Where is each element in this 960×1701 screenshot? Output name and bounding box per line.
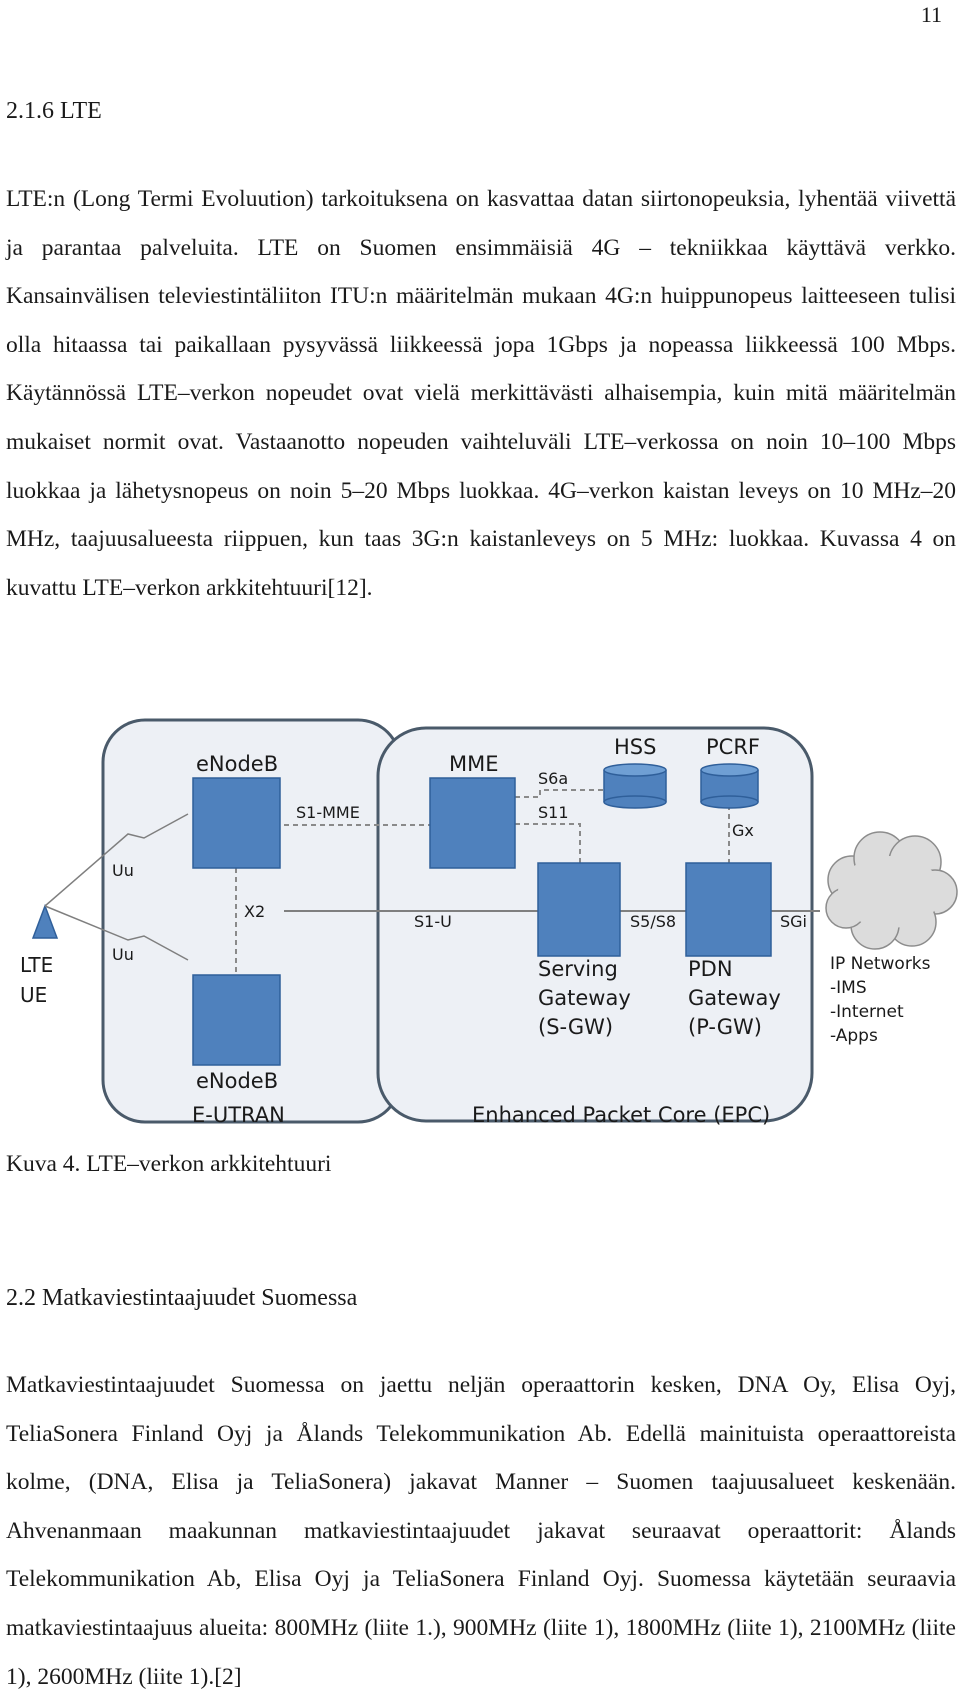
enodeb-top-box [193,778,280,868]
s6a-label: S6a [538,769,569,788]
hss-label: HSS [614,735,657,759]
pdn-gateway-box [686,863,771,956]
pcrf-database-icon [701,764,758,808]
figure-caption: Kuva 4. LTE–verkon arkkitehtuuri [6,1151,332,1177]
serving-gateway-box [538,863,620,956]
internet-label: -Internet [830,1002,904,1022]
ims-label: -IMS [830,978,867,998]
hss-database-icon [604,764,666,808]
gx-label: Gx [732,821,754,840]
pdn-gateway-label-1: PDN [688,957,733,981]
uu-bottom-label: Uu [112,945,134,964]
s1-mme-label: S1-MME [296,803,360,822]
s1-u-label: S1-U [414,912,452,931]
mme-box [430,778,515,868]
epc-label: Enhanced Packet Core (EPC) [472,1103,771,1127]
x2-label: X2 [244,902,266,921]
e-utran-label: E-UTRAN [192,1103,285,1127]
page-number: 11 [920,2,942,27]
serving-gateway-label-1: Serving [538,957,618,981]
sgi-label: SGi [780,912,807,931]
s11-label: S11 [538,803,569,822]
pcrf-label: PCRF [706,735,760,759]
pdn-gateway-label-3: (P-GW) [688,1015,762,1039]
section-heading-frequencies: 2.2 Matkaviestintaajuudet Suomessa [6,1285,358,1311]
s5-s8-label: S5/S8 [630,912,677,931]
serving-gateway-label-3: (S-GW) [538,1015,614,1039]
ip-networks-label: IP Networks [830,954,931,974]
enodeb-bottom-label: eNodeB [196,1069,279,1093]
antenna-icon [33,906,57,938]
apps-label: -Apps [830,1026,878,1046]
serving-gateway-label-2: Gateway [538,986,631,1010]
uu-top-label: Uu [112,861,134,880]
ue-label: UE [20,983,48,1007]
paragraph-frequencies: Matkaviestintaajuudet Suomessa on jaettu neljän operaattorin kesken, DNA Oy, Elisa Oyj, TeliaSonera Finland Oyj ja Ålands Telekommunikation Ab. Edellä mainituista operaattoreista kolme, (DNA, Elisa ja TeliaSonera) jakavat Manner – Suomen taajuusalueet keskenään. Ahvenanmaan maakunnan matkaviestintaajuudet jakavat seuraavat operaattorit: Ålands Telekommunikation Ab, Elisa Oyj ja TeliaSonera Finland Oyj. Suomessa käytetään seuraavia matkaviestintaajuus alueita: 800MHz (liite 1.), 900MHz (liite 1), 1800MHz (liite 1), 2100MHz (liite 1), 2600MHz (liite 1).[2] [6,1372,956,1690]
paragraph-lte: LTE:n (Long Termi Evoluution) tarkoituksena on kasvattaa datan siirtonopeuksia, lyhentää viivettä ja parantaa palveluita. LTE on Suomen ensimmäisiä 4G – tekniikkaa käyttävä verkko. Kansainvälisen televiestintäliiton ITU:n määritelmän mukaan 4G:n huippunopeus laitteeseen tulisi olla hitaassa tai paikallaan pysyvässä liikkeessä jopa 1Gbps ja nopeassa liikkeessä 100 Mbps. Käytännössä LTE–verkon nopeudet ovat vielä merkittävästi alhaisempia, kuin mitä määritelmän mukaiset normit ovat. Vastaanotto nopeuden vaihteluväli LTE–verkossa on noin 10–100 Mbps luokkaa ja lähetysnopeus on noin 5–20 Mbps luokkaa. 4G–verkon kaistan leveys on 10 MHz–20 MHz, taajuusalueesta riippuen, kun taas 3G:n kaistanleveys on 5 MHz: luokkaa. Kuvassa 4 on kuvattu LTE–verkon arkkitehtuuri[12]. [6,186,956,601]
lte-architecture-diagram [0,712,960,1132]
enodeb-bottom-box [193,975,280,1065]
lte-label: LTE [20,953,54,977]
section-heading-lte: 2.1.6 LTE [6,98,102,124]
enodeb-top-label: eNodeB [196,752,279,776]
pdn-gateway-label-2: Gateway [688,986,781,1010]
mme-label: MME [449,752,499,776]
cloud-icon [826,832,957,949]
